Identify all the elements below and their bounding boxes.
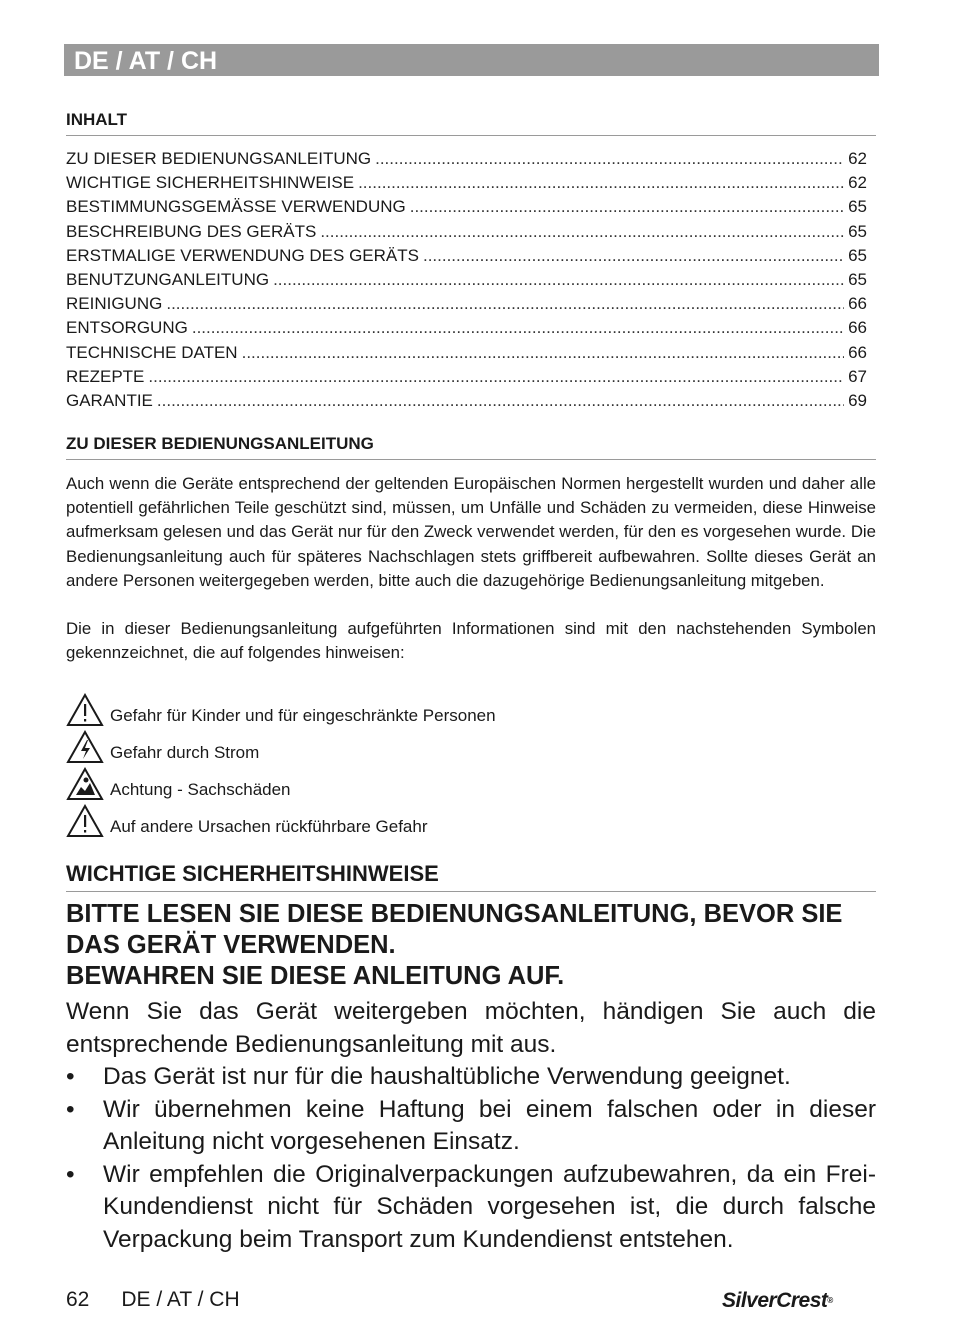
toc-entry-page: 65 [848, 269, 867, 289]
toc-entry-page: 66 [848, 318, 867, 338]
toc-leader-dots [192, 316, 844, 340]
toc-leader-dots [148, 365, 844, 389]
brand-name: SilverCrest [722, 1289, 828, 1312]
toc-entry-page: 65 [848, 245, 867, 265]
bullet-text: Das Gerät ist nur für die haushaltübliche Verwendung geeignet. [103, 1063, 791, 1090]
keep-manual-warning: BEWAHREN SIE DIESE ANLEITUNG AUF. [66, 962, 565, 990]
toc-leader-dots [375, 147, 844, 171]
toc-entry-label: GARANTIE [66, 390, 153, 410]
toc-entry-page: 65 [848, 221, 867, 241]
toc-entry-page: 66 [848, 294, 867, 314]
page-number: 62 [66, 1288, 90, 1311]
about-heading [66, 434, 876, 460]
warning-icon [66, 693, 104, 727]
safety-title: WICHTIGE SICHERHEITSHINWEISE [66, 861, 439, 886]
symbol-text: Achtung - Sachschäden [110, 780, 291, 799]
safety-heading [66, 861, 876, 892]
toc-leader-dots [320, 220, 844, 244]
toc-entry [66, 147, 867, 171]
contents-title: INHALT [66, 110, 128, 129]
property-damage-icon [66, 767, 104, 801]
table-of-contents [66, 147, 867, 413]
toc-entry-page: 67 [848, 366, 867, 386]
toc-entry-page: 62 [848, 149, 867, 168]
symbol-text: Auf andere Ursachen rückführbare Gefahr [110, 817, 428, 836]
toc-entry-page: 66 [848, 342, 867, 362]
warning-icon [66, 804, 104, 838]
toc-leader-dots [410, 195, 844, 219]
bullet-text: Wir übernehmen keine Haftung bei einem falschen oder in dieser Anleitung nicht vorgesehenen Einsatz. [103, 1095, 876, 1155]
toc-entry [66, 389, 867, 413]
toc-leader-dots [242, 341, 844, 365]
symbol-row [66, 801, 666, 838]
symbol-text: Gefahr für Kinder und für eingeschränkte Personen [110, 706, 496, 725]
symbol-text: Gefahr durch Strom [110, 743, 260, 762]
toc-entry [66, 341, 867, 365]
bullet-icon: • [66, 1160, 75, 1188]
list-item [66, 1061, 876, 1094]
toc-entry-page: 62 [848, 173, 867, 193]
toc-leader-dots [166, 292, 844, 316]
brand-logo [722, 1288, 882, 1314]
bullet-text: Wir empfehlen die Originalverpackungen aufzubewahren, da ein Frei-Kundendienst nicht für Schäden vorgesehen ist, die durch falsche Verpackung beim Transport zum Kundendienst entstehen. [103, 1160, 876, 1253]
page-footer [66, 1286, 240, 1314]
about-title: ZU DIESER BEDIENUNGSANLEITUNG [66, 434, 374, 453]
toc-entry-label: ENTSORGUNG [66, 318, 188, 338]
toc-entry-label: ERSTMALIGE VERWENDUNG DES GERÄTS [66, 245, 419, 265]
symbol-row [66, 764, 666, 801]
symbol-row [66, 727, 666, 764]
toc-entry [66, 316, 867, 340]
toc-entry-label: REZEPTE [66, 366, 145, 386]
toc-entry [66, 195, 867, 219]
toc-entry-label: WICHTIGE SICHERHEITSHINWEISE [66, 173, 355, 193]
read-manual-warning: BITTE LESEN SIE DIESE BEDIENUNGSANLEITUNG, BEVOR SIE DAS GERÄT VERWENDEN. [66, 900, 843, 959]
contents-heading [66, 110, 876, 136]
language-header-bar [64, 44, 879, 76]
toc-leader-dots [423, 244, 844, 268]
toc-entry-page: 65 [848, 197, 867, 217]
bullet-icon: • [66, 1063, 75, 1090]
language-label: DE / AT / CH [74, 47, 218, 75]
about-paragraph-1: Auch wenn die Geräte entsprechend der geltenden Europäischen Normen hergestellt wurden und daher alle potentiell gefährlichen Teile geschützt sind, müssen, um Unfälle und Schäden zu vermeiden, diese Hinweise aufmerksam gelesen und das Gerät nur für den Zweck verwendet werden, für den es vorgesehen wurde. Die Bedienungsanleitung auch für späteres Nachschlagen stets griffbereit aufbewahren. Sollte dieses Gerät an andere Personen weitergegeben werden, bitte auch die dazugehörige Bedienungsanleitung mitgeben. [66, 474, 876, 590]
safety-bullet-list [66, 1061, 876, 1256]
safety-intro: Wenn Sie das Gerät weitergeben möchten, händigen Sie auch die entsprechende Bedienungsanleitung mit aus. [66, 998, 876, 1058]
toc-entry-label: REINIGUNG [66, 294, 163, 314]
toc-entry-label: TECHNISCHE DATEN [66, 342, 238, 362]
bullet-icon: • [66, 1095, 75, 1123]
list-item [66, 1159, 876, 1257]
toc-leader-dots [358, 171, 844, 195]
toc-entry-label: BESCHREIBUNG DES GERÄTS [66, 221, 317, 241]
toc-entry [66, 171, 867, 195]
symbol-legend [66, 690, 666, 838]
about-paragraph-2: Die in dieser Bedienungsanleitung aufgeführten Informationen sind mit den nachstehenden Symbolen gekennzeichnet, die auf folgendes hinweisen: [66, 619, 876, 663]
toc-leader-dots [157, 389, 844, 413]
list-item [66, 1094, 876, 1159]
toc-entry-label: BENUTZUNGANLEITUNG [66, 269, 270, 289]
toc-entry-label: BESTIMMUNGSGEMÄSSE VERWENDUNG [66, 197, 406, 217]
electric-hazard-icon [66, 730, 104, 764]
footer-language: DE / AT / CH [121, 1288, 240, 1311]
toc-entry [66, 365, 867, 389]
toc-leader-dots [273, 268, 844, 292]
toc-entry [66, 292, 867, 316]
toc-entry [66, 268, 867, 292]
toc-entry [66, 220, 867, 244]
registered-mark: ® [827, 1296, 833, 1305]
toc-entry-label: ZU DIESER BEDIENUNGSANLEITUNG [66, 149, 372, 168]
toc-entry-page: 69 [848, 390, 867, 410]
toc-entry [66, 244, 867, 268]
symbol-row [66, 690, 666, 727]
